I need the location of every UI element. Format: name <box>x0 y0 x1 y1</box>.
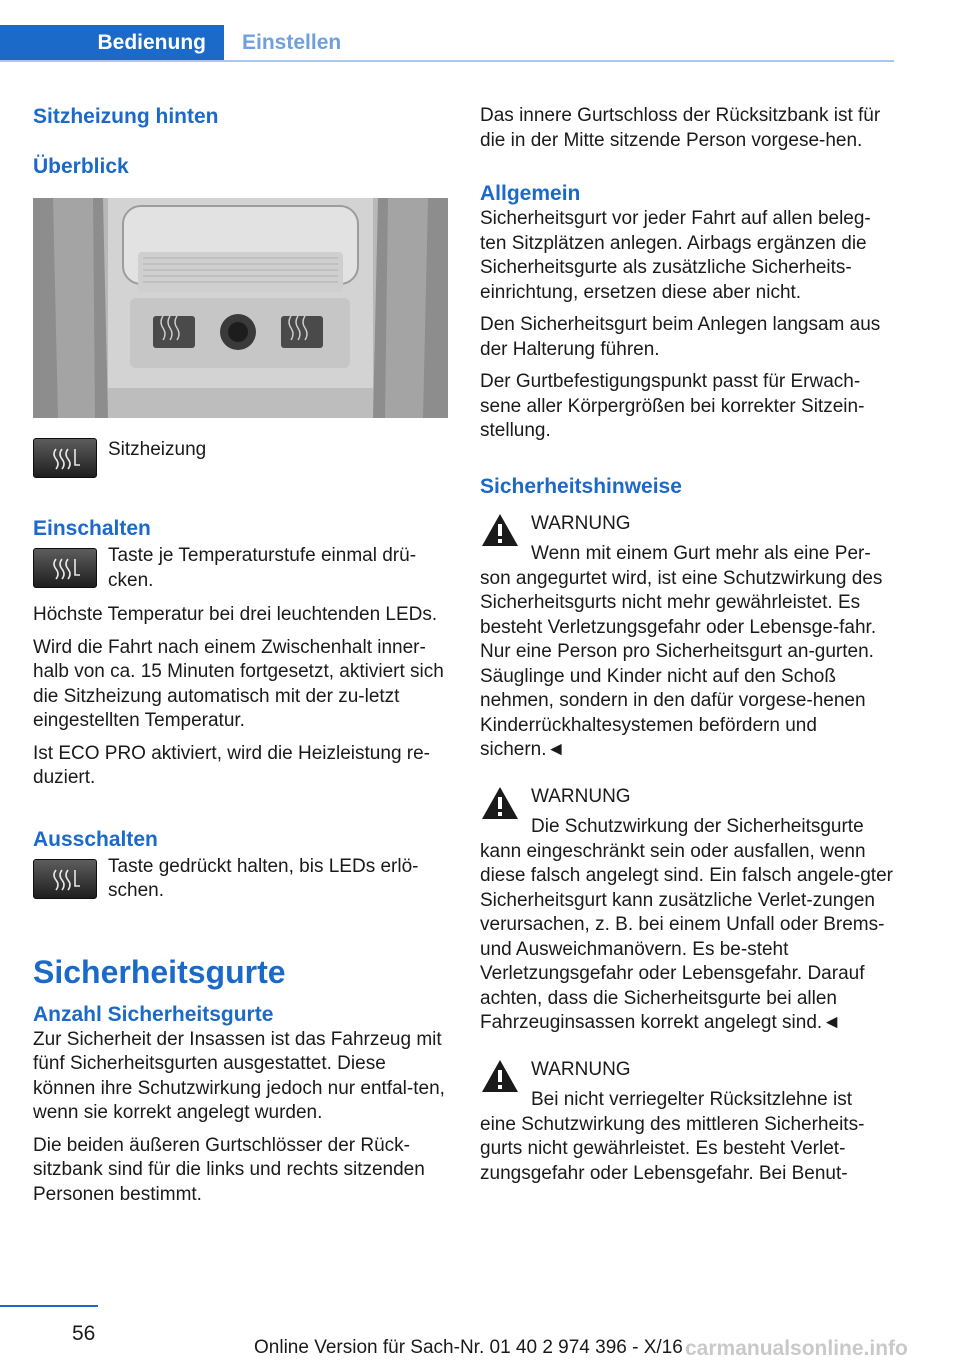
paragraph: Der Gurtbefestigungspunkt passt für Erwach-sene aller Körpergrößen bei korrekter Sitzein-stellung. <box>480 371 865 441</box>
page-number: 56 <box>72 1322 96 1345</box>
seat-heating-icon <box>33 438 97 478</box>
warning-label: WARNUNG <box>531 785 631 807</box>
warning-block <box>480 785 895 1036</box>
warning-icon <box>480 1058 520 1094</box>
subheading-overview: Überblick <box>33 155 129 178</box>
heading-belt-count: Anzahl Sicherheitsgurte <box>33 1002 274 1026</box>
warning-text: kann eingeschränkt sein oder ausfallen, wenn diese falsch angelegt sind. Ein falsch angele-gter Sicherheitsgurt kann zusätzliche Verlet-zungen verursachen, z. B. bei einem Unfall oder Brems- und Ausweichmanövern. Es be-steht Verletzungsgefahr oder Lebensgefahr. Darauf achten, dass die Sicherheitsgurte bei allen Fahrzeuginsassen korrekt angelegt sind.◄ <box>480 840 893 1033</box>
paragraph: Ist ECO PRO aktiviert, wird die Heizleistung re-duziert. <box>33 742 431 788</box>
warning-first-line: Wenn mit einem Gurt mehr als eine Per- <box>531 543 871 564</box>
paragraph: Die beiden äußeren Gurtschlösser der Rück-sitzbank sind für die links und rechts sitzenden Personen bestimmt. <box>33 1134 425 1205</box>
warning-text: son angegurtet wird, ist eine Schutzwirkung des Sicherheitsgurts nicht mehr gewährleistet. Es besteht Verletzungsgefahr oder Lebensge-fahr. Nur eine Person pro Sicherheitsgurt an-gurten. Säuglinge und Kinder nicht auf den Schoß nehmen, sondern in den dafür vorgese-henen Kinderrückhaltesystemen befördern und sichern.◄ <box>480 567 883 760</box>
switch-off-row <box>33 855 448 904</box>
paragraph: Wird die Fahrt nach einem Zwischenhalt inner-halb von ca. 15 Minuten fortgesetzt, aktiviert sich die Sitzheizung automatisch mit der zu-letzt eingestellten Temperatur. <box>33 636 444 731</box>
warning-first-line: Die Schutzwirkung der Sicherheitsgurte <box>531 816 864 837</box>
warning-first-line: Bei nicht verriegelter Rücksitzlehne ist <box>531 1089 853 1110</box>
seat-heating-icon <box>33 548 97 588</box>
warning-icon <box>480 785 520 821</box>
tab-einstellen[interactable]: Einstellen <box>242 31 342 54</box>
chapter-title-seatbelts: Sicherheitsgurte <box>33 953 286 990</box>
rear-console-photo <box>33 198 448 418</box>
switch-off-text: Taste gedrückt halten, bis LEDs erlö- schen. <box>108 855 419 901</box>
section-heading-seat-heating: Sitzheizung hinten <box>33 105 219 128</box>
heading-allgemein: Allgemein <box>480 182 581 205</box>
chapter-tabs <box>0 0 894 62</box>
page-number-rule <box>0 1305 98 1307</box>
left-column <box>33 100 448 1207</box>
warning-block <box>480 512 895 763</box>
paragraph: Das innere Gurtschloss der Rücksitzbank ist für die in der Mitte sitzende Person vorgese-hen. <box>480 105 881 151</box>
heading-safety-notes: Sicherheitshinweise <box>480 474 682 498</box>
warning-label: WARNUNG <box>531 512 631 534</box>
switch-on-text: Taste je Temperaturstufe einmal drü- cken. <box>108 545 417 591</box>
legend-label: Sitzheizung <box>108 439 207 460</box>
seat-heating-icon <box>33 859 97 899</box>
paragraph: Sicherheitsgurt vor jeder Fahrt auf allen beleg-ten Sitzplätzen anlegen. Airbags ergänzen die Sicherheitsgurte als zusätzliche Sicherheits-einrichtung, ersetzen diese aber nicht. <box>480 208 871 303</box>
online-version-note: Online Version für Sach-Nr. 01 40 2 974 396 - X/16 <box>254 1337 683 1358</box>
header-divider <box>0 60 894 62</box>
warning-icon <box>480 512 520 548</box>
right-column <box>480 100 895 1186</box>
heading-einschalten: Einschalten <box>33 517 151 540</box>
legend-row <box>33 438 448 478</box>
warning-text: eine Schutzwirkung des mittleren Sicherheits-gurts nicht gewährleistet. Es besteht Verlet-zungsgefahr oder Lebensgefahr. Bei Benut- <box>480 1113 865 1184</box>
paragraph: Zur Sicherheit der Insassen ist das Fahrzeug mit fünf Sicherheitsgurten ausgestattet. Diese können ihre Schutzwirkung jedoch nur entfal-ten, wenn sie korrekt angelegt wurden. <box>33 1028 445 1123</box>
paragraph: Den Sicherheitsgurt beim Anlegen langsam aus der Halterung führen. <box>480 314 881 360</box>
heading-ausschalten: Ausschalten <box>33 827 158 851</box>
tab-bedienung[interactable]: Bedienung <box>0 25 224 61</box>
switch-on-row <box>33 544 448 593</box>
paragraph: Höchste Temperatur bei drei leuchtenden LEDs. <box>33 604 438 625</box>
watermark: carmanualsonline.info <box>685 1337 908 1360</box>
warning-block <box>480 1058 895 1187</box>
warning-label: WARNUNG <box>531 1058 631 1080</box>
